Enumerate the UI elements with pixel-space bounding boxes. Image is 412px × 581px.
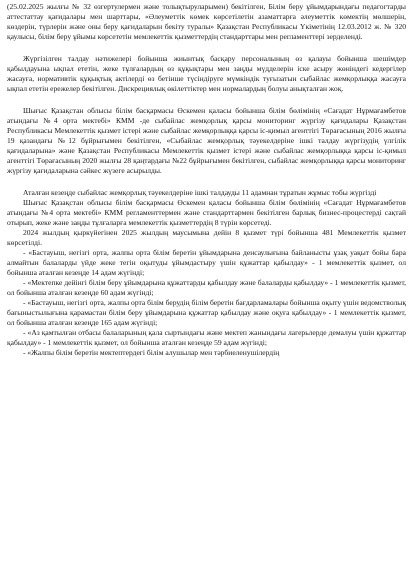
paragraph-services-overview: Шығыс Қазақстан облысы білім басқармасы Өскемен қаласы бойынша білім бөлімінің «Сағадат Нұрмағамбетов атындағы №4 орта мектебі» КММ регламенттермен және стандарттармен бекітілген барлық бизнес-процестерді сақтай отырып, жеке және заңды тұлғаларға мемлекеттік қызметтердің 8 түрін көрсетеді. — [7, 198, 406, 227]
list-item: - «Бастауыш, негізгі орта, жалпы орта білім беретін ұйымдарына денсаулығына байланысты ұзақ уақыт бойы бара алмайтын балаларды үйде жеке тегін оқытуды ұйымдастыру үшін құжаттар қабылдау» - 1 мемлекеттік қызмет, ол бойынша аталған кезеңде 14 адам жүгінді; — [7, 248, 406, 277]
paragraph-standards: (25.02.2025 жылғы № 32 өзгертулермен және толықтыруларымен) бекітілген, Білім беру ұйымдарындағы педагогтарды аттестаттау қағидалары мен шарттары, «Әлеуметтік көмек көрсетілетін азаматтарға әлеуметтік көмектің мөлшерін, көздерін, түрлерін және оны беру қағидаларын бекіту туралы» Қазақстан Республикасы Үкіметінің 12.03.2012 ж. № 320 қаулысы, білім беру ұйымы көрсететін мемлекеттік қызметтердің стандарттары мен регламенттері зерделенді. — [7, 2, 406, 41]
list-item: - «Мектепке дейінгі білім беру ұйымдарына құжаттарды қабылдау және балаларды қабылдау» - 1 мемлекеттік қызмет, ол бойынша аталған кезеңде 60 адам жүгінді; — [7, 278, 406, 297]
paragraph-analysis-results: Жүргізілген талдау нәтижелері бойынша жиынтық басқару персоналының өз қалауы бойынша шешімдер қабылдауына ықпал ететін, жеке тұлғалардың өз құқықтары мен заңды мүдделерін іске асыру жөніндегі кедергілер жасауға, нормативтік құқықтық актілерді өз бетінше түсіндіруге мүмкіндік туғызатын сыбайлас жемқорлыққа жасауға ықпал ететін ережелер бекітілген. Дискрециялық өкілеттіктер мен нормалардың болуы анықталған жоқ. — [7, 54, 406, 93]
paragraph-monitoring-basis: Шығыс Қазақстан облысы білім басқармасы Өскемен қаласы бойынша білім бөлімінің «Сағадат Нұрмағамбетов атындағы №4 орта мектебі» КММ -де сыбайлас жемқорлық қарсы мониторинг жүргізу қағидалары Қазақстан Республикасы Мемлекеттік қызмет істері және сыбайлас жемқорлыққа қарсы іс-қимыл агенттігі Төрағасының 2016 жылғы 19 қазандағы №12 бұйрығымен бекітілген, «Сыбайлас жемқорлық тәуекелдеріне ішкі талдау жүргізудің үлгілік қағидаларына» және Қазақстан Республикасы Мемлекеттік қызмет істері және сыбайлас жемқорлыққа қарсы іс-қимыл агенттігі Төрағасының 2020 жылғы 28 қаңтардағы №22 бұйрығымен бекітілген, сыбайлас жемқорлыққа қарсы мониторинг жүргізу қағидаларына сәйкес жүзеге асырылды. — [7, 106, 406, 175]
paragraph-working-group: Аталған кезеңде сыбайлас жемқорлық тәуекелдеріне ішкі талдауды 11 адамнан тұратын жұмыс тобы жүргізді — [23, 188, 377, 197]
list-item: - «Бастауыш, негізгі орта, жалпы орта білім берудің білім беретін бағдарламалары бойынша оқыту үшін ведомстволық бағыныстылығына қарамастан білім беру ұйымдарына құжаттар қабылдау және оқуға қабылдау» - 1 мемлекеттік қызмет, ол бойынша аталған кезеңде 165 адам жүгінді; — [7, 298, 406, 327]
paragraph-services-count: 2024 жылдың қыркүйегінен 2025 жылдың маусымына дейін 8 қызмет түрі бойынша 481 Мемлекеттік қызмет көрсетілді. — [7, 228, 406, 247]
list-item: - «Аз қамтылған отбасы балаларының қала сыртындағы және мектеп жанындағы лагерьлерде демалуы үшін құжаттар қабылдау» - 1 мемлекеттік қызмет, ол бойынша аталған кезеңде 59 адам жүгінді; — [7, 328, 406, 347]
list-item: - «Жалпы білім беретін мектептердегі білім алушылар мен тәрбиеленушілердің — [23, 348, 280, 357]
